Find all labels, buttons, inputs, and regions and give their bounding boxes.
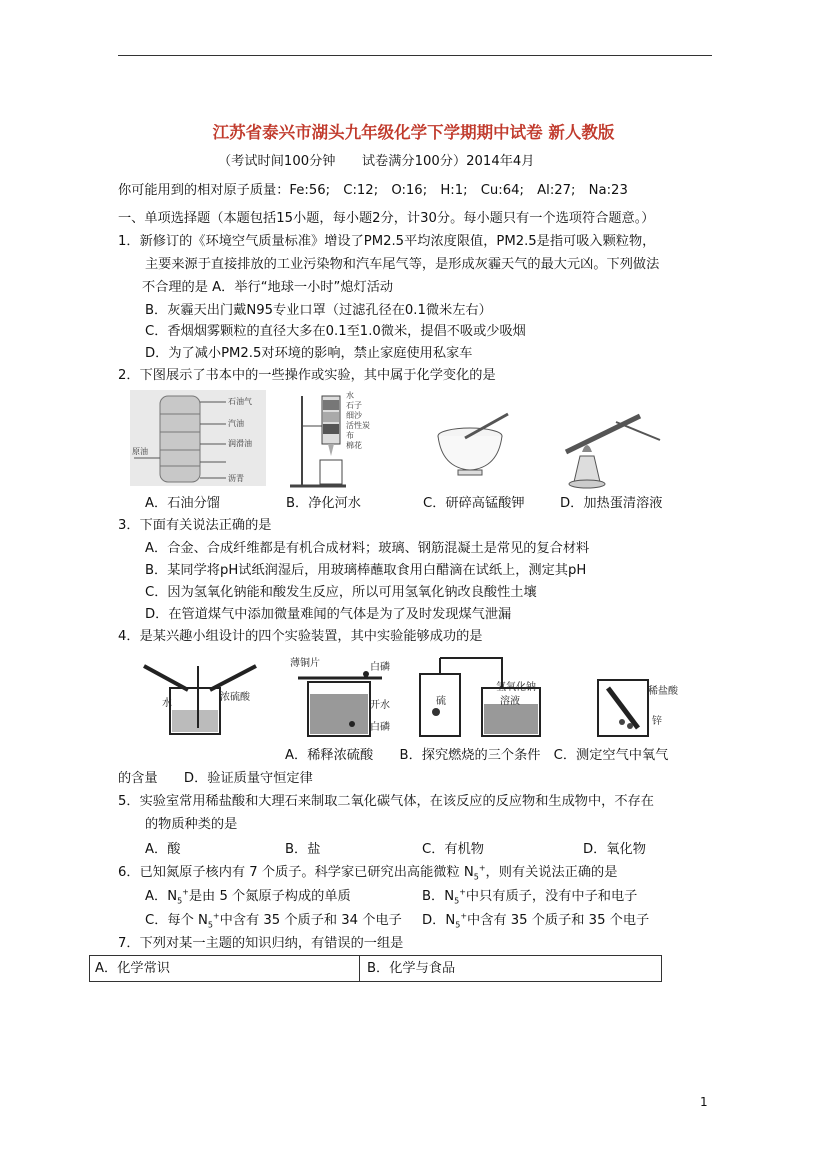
q6-option-d: D．$N_5^+$中含有 35 个质子和 35 个电子 — [422, 911, 650, 930]
q1-line2: 主要来源于直接排放的工业污染物和汽车尾气等，是形成灰霾天气的最大元凶。下列做法 — [145, 257, 660, 272]
q5-option-a: A．酸 — [145, 842, 181, 857]
q2-stem: 2．下图展示了书本中的一些操作或实验，其中属于化学变化的是 — [118, 368, 496, 383]
combustion-figure — [290, 656, 390, 736]
q5-option-c: C．有机物 — [422, 842, 484, 857]
q1-option-d: D．为了减小PM2.5对环境的影响，禁止家庭使用私家车 — [145, 346, 473, 361]
q3-stem: 3．下面有关说法正确的是 — [118, 518, 272, 533]
q1-line1: 1．新修订的《环境空气质量标准》增设了PM2.5平均浓度限值，PM2.5是指可吸入颗粒物， — [118, 234, 656, 249]
label-water-a: 水 — [162, 698, 172, 709]
label-lubricant: 润滑油 — [228, 439, 252, 448]
q2-option-c: C．研碎高锰酸钾 — [423, 496, 525, 511]
q3-option-d: D．在管道煤气中添加微量难闻的气体是为了及时发现煤气泄漏 — [145, 607, 512, 622]
q6-stem: 6．已知氮原子核内有 7 个质子。科学家已研究出高能微粒 $N_5^+$，则有关说法正确的是 — [118, 863, 618, 882]
q7-table — [89, 955, 662, 982]
page-number: 1 — [700, 1095, 708, 1109]
q3-option-c: C．因为氢氧化钠能和酸发生反应，所以可用氢氧化钠改良酸性土壤 — [145, 585, 537, 600]
q2-figures — [130, 386, 670, 490]
q7-table-cell-b: B．化学与食品 — [367, 961, 456, 976]
label-solution: 溶液 — [500, 696, 520, 707]
label-water: 水 — [346, 391, 354, 400]
label-crude-oil: 原油 — [132, 447, 148, 456]
q3-option-b: B．某同学将pH试纸润湿后，用玻璃棒蘸取食用白醋滴在试纸上，测定其pH — [145, 563, 587, 578]
q6-option-a: A．$N_5^+$是由 5 个氮原子构成的单质 — [145, 887, 351, 906]
q5-option-b: B．盐 — [285, 842, 321, 857]
header-rule — [118, 55, 712, 56]
q1-option-c: C．香烟烟雾颗粒的直径大多在0.1至1.0微米，提倡不吸或少吸烟 — [145, 324, 526, 339]
label-activated-carbon: 活性炭 — [346, 421, 370, 430]
label-dilute-hcl: 稀盐酸 — [648, 686, 678, 697]
label-cotton: 棉花 — [346, 441, 362, 450]
dilute-acid-figure — [144, 666, 256, 734]
q2-option-d: D．加热蛋清溶液 — [560, 496, 663, 511]
q4-stem: 4．是某兴趣小组设计的四个实验装置，其中实验能够成功的是 — [118, 629, 483, 644]
section-heading: 一、单项选择题（本题包括15小题，每小题2分，计30分。每小题只有一个选项符合题意。） — [118, 211, 655, 226]
label-fine-sand: 细沙 — [346, 411, 362, 420]
label-white-phosphorus-1: 白磷 — [370, 662, 390, 673]
q2-option-a: A．石油分馏 — [145, 496, 220, 511]
label-asphalt: 沥青 — [228, 474, 244, 483]
label-copper-sheet: 薄铜片 — [290, 658, 320, 669]
label-white-phosphorus-2: 白磷 — [370, 722, 390, 733]
water-filter-figure — [290, 390, 370, 486]
q5-line1: 5．实验室常用稀盐酸和大理石来制取二氧化碳气体，在该反应的反应物和生成物中，不存在 — [118, 794, 654, 809]
label-sulfur: 硫 — [436, 696, 446, 707]
oxygen-content-figure — [420, 658, 540, 736]
exam-info: （考试时间100分钟 试卷满分100分）2014年4月 — [218, 154, 535, 169]
label-petroleum-gas: 石油气 — [228, 397, 252, 406]
q4-options-cont: 的含量 D．验证质量守恒定律 — [118, 771, 313, 786]
mass-conservation-figure — [598, 680, 679, 736]
q7-table-divider — [359, 956, 360, 981]
q6-option-b: B．$N_5^+$中只有质子，没有中子和电子 — [422, 887, 638, 906]
q1-option-b: B．灰霾天出门戴N95专业口罩（过滤孔径在0.1微米左右） — [145, 303, 492, 318]
q4-figures — [130, 648, 690, 738]
q4-options: A．稀释浓硫酸 B．探究燃烧的三个条件 C．测定空气中氧气 — [285, 748, 669, 763]
label-cloth: 布 — [346, 431, 354, 440]
q3-option-a: A．合金、合成纤维都是有机合成材料；玻璃、钢筋混凝土是常见的复合材料 — [145, 541, 590, 556]
mortar-figure — [438, 414, 508, 475]
label-naoh: 氢氧化钠 — [496, 682, 536, 693]
q1-line3: 不合理的是 A．举行“地球一小时”熄灯活动 — [142, 280, 394, 295]
label-stones: 石子 — [346, 401, 362, 410]
q5-option-d: D．氧化物 — [583, 842, 646, 857]
q6-option-c: C．每个 $N_5^+$中含有 35 个质子和 34 个电子 — [145, 911, 402, 930]
fractionating-tower-figure — [130, 390, 266, 486]
label-zinc: 锌 — [652, 716, 662, 727]
label-conc-acid: 浓硫酸 — [220, 692, 250, 703]
q7-table-cell-a: A．化学常识 — [95, 961, 170, 976]
heating-test-tube-figure — [566, 416, 660, 488]
q2-option-b: B．净化河水 — [286, 496, 361, 511]
label-gasoline: 汽油 — [228, 419, 244, 428]
q5-line2: 的物质种类的是 — [145, 817, 238, 832]
atomic-mass-line: 你可能用到的相对原子质量：Fe:56; C:12; O:16; H:1; Cu:64; Al:27; Na:23 — [118, 183, 628, 198]
label-boiling-water: 开水 — [370, 700, 390, 711]
q7-stem: 7．下列对某一主题的知识归纳，有错误的一组是 — [118, 936, 404, 951]
page-title: 江苏省泰兴市湖头九年级化学下学期期中试卷 新人教版 — [212, 123, 615, 142]
